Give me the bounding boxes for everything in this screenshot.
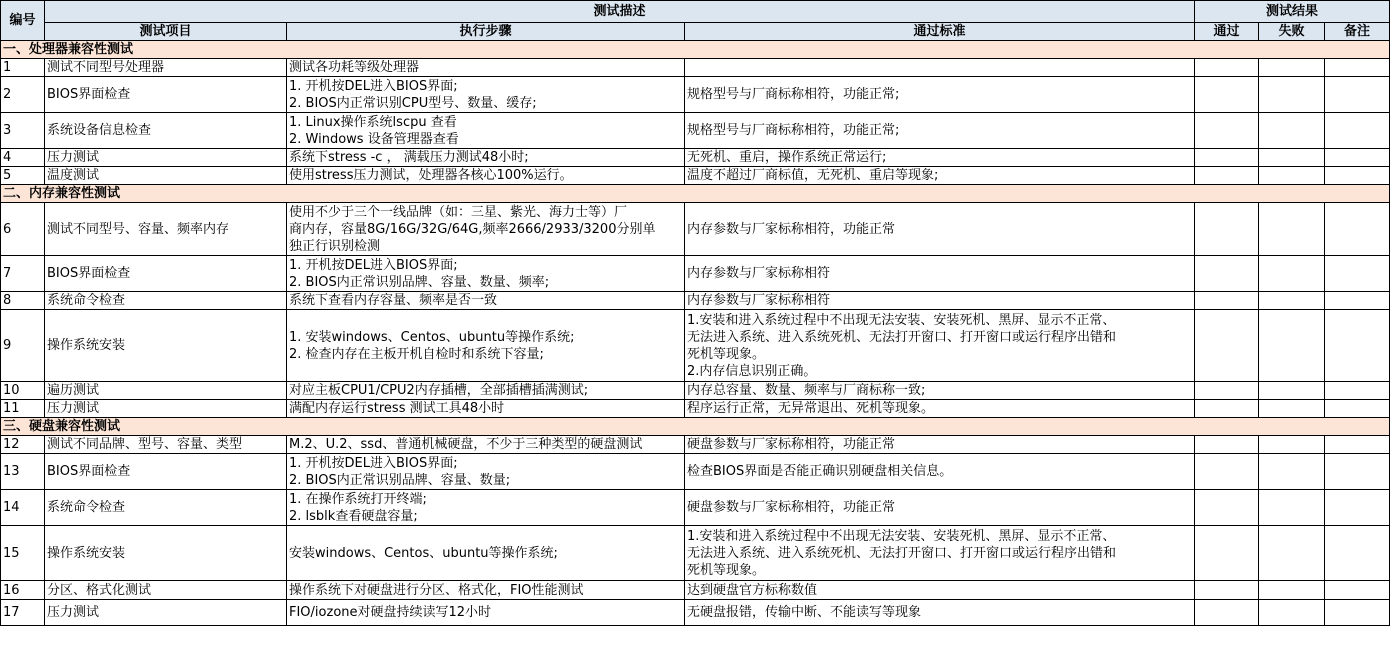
pass-cell[interactable] (1195, 167, 1259, 185)
criteria-cell: 1.安装和进入系统过程中不出现无法安装、安装死机、黑屏、显示不正常、 无法进入系统、进入系统死机、无法打开窗口、打开窗口或运行程序出错和 死机等现象。 2.内存信息识别正确。 (685, 310, 1195, 382)
note-cell[interactable] (1325, 436, 1390, 454)
criteria-cell: 检查BIOS界面是否能正确识别硬盘相关信息。 (685, 454, 1195, 490)
criteria-cell: 1.安装和进入系统过程中不出现无法安装、安装死机、黑屏、显示不正常、 无法进入系统、进入系统死机、无法打开窗口、打开窗口或运行程序出错和 死机等现象。 (685, 526, 1195, 581)
test-item-cell: 测试不同型号、容量、频率内存 (45, 203, 287, 256)
note-cell[interactable] (1325, 256, 1390, 292)
row-id-cell: 5 (1, 167, 45, 185)
pass-cell[interactable] (1195, 256, 1259, 292)
header-note: 备注 (1325, 23, 1390, 41)
fail-cell[interactable] (1259, 149, 1325, 167)
row-id-cell: 17 (1, 600, 45, 626)
fail-cell[interactable] (1259, 436, 1325, 454)
pass-cell[interactable] (1195, 400, 1259, 418)
criteria-cell: 温度不超过厂商标值，无死机、重启等现象; (685, 167, 1195, 185)
row-id-cell: 13 (1, 454, 45, 490)
test-item-cell: 压力测试 (45, 400, 287, 418)
pass-cell[interactable] (1195, 490, 1259, 526)
test-item-cell: BIOS界面检查 (45, 256, 287, 292)
fail-cell[interactable] (1259, 77, 1325, 113)
row-id-cell: 8 (1, 292, 45, 310)
row-id-cell: 6 (1, 203, 45, 256)
test-item-cell: 压力测试 (45, 600, 287, 626)
test-item-cell: 测试不同型号处理器 (45, 59, 287, 77)
table-row (1, 581, 1390, 600)
fail-cell[interactable] (1259, 581, 1325, 600)
steps-cell: FIO/iozone对硬盘持续读写12小时 (287, 600, 685, 626)
section-title: 一、处理器兼容性测试 (1, 41, 1390, 59)
row-id-cell: 7 (1, 256, 45, 292)
criteria-cell: 规格型号与厂商标称相符，功能正常; (685, 77, 1195, 113)
row-id-cell: 9 (1, 310, 45, 382)
note-cell[interactable] (1325, 167, 1390, 185)
pass-cell[interactable] (1195, 149, 1259, 167)
note-cell[interactable] (1325, 490, 1390, 526)
fail-cell[interactable] (1259, 292, 1325, 310)
header-pass: 通过 (1195, 23, 1259, 41)
table-row (1, 149, 1390, 167)
header-test-item: 测试项目 (45, 23, 287, 41)
note-cell[interactable] (1325, 203, 1390, 256)
section-title: 三、硬盘兼容性测试 (1, 418, 1390, 436)
table-row (1, 600, 1390, 626)
criteria-cell: 无硬盘报错，传输中断、不能读写等现象 (685, 600, 1195, 626)
pass-cell[interactable] (1195, 436, 1259, 454)
test-item-cell: BIOS界面检查 (45, 77, 287, 113)
table-row (1, 203, 1390, 256)
table-row (1, 400, 1390, 418)
steps-cell: 对应主板CPU1/CPU2内存插槽，全部插槽插满测试; (287, 382, 685, 400)
section-row (1, 185, 1390, 203)
note-cell[interactable] (1325, 600, 1390, 626)
test-item-cell: 系统设备信息检查 (45, 113, 287, 149)
pass-cell[interactable] (1195, 310, 1259, 382)
steps-cell: 1. 在操作系统打开终端; 2. lsblk查看硬盘容量; (287, 490, 685, 526)
table-row (1, 113, 1390, 149)
criteria-cell (685, 59, 1195, 77)
fail-cell[interactable] (1259, 400, 1325, 418)
test-item-cell: 分区、格式化测试 (45, 581, 287, 600)
pass-cell[interactable] (1195, 581, 1259, 600)
table-row (1, 256, 1390, 292)
note-cell[interactable] (1325, 59, 1390, 77)
note-cell[interactable] (1325, 77, 1390, 113)
fail-cell[interactable] (1259, 526, 1325, 581)
header-test-description: 测试描述 (45, 1, 1195, 23)
criteria-cell: 内存参数与厂家标称相符 (685, 292, 1195, 310)
steps-cell: 使用stress压力测试，处理器各核心100%运行。 (287, 167, 685, 185)
pass-cell[interactable] (1195, 454, 1259, 490)
test-item-cell: 压力测试 (45, 149, 287, 167)
test-item-cell: 系统命令检查 (45, 490, 287, 526)
criteria-cell: 内存参数与厂家标称相符，功能正常 (685, 203, 1195, 256)
table-row (1, 526, 1390, 581)
row-id-cell: 1 (1, 59, 45, 77)
fail-cell[interactable] (1259, 600, 1325, 626)
fail-cell[interactable] (1259, 203, 1325, 256)
note-cell[interactable] (1325, 382, 1390, 400)
pass-cell[interactable] (1195, 292, 1259, 310)
header-test-result: 测试结果 (1195, 1, 1390, 23)
table-row (1, 436, 1390, 454)
steps-cell: 测试各功耗等级处理器 (287, 59, 685, 77)
header-criteria: 通过标准 (685, 23, 1195, 41)
table-row (1, 490, 1390, 526)
row-id-cell: 14 (1, 490, 45, 526)
fail-cell[interactable] (1259, 256, 1325, 292)
pass-cell[interactable] (1195, 526, 1259, 581)
table-row (1, 292, 1390, 310)
test-item-cell: 操作系统安装 (45, 310, 287, 382)
section-title: 二、内存兼容性测试 (1, 185, 1390, 203)
criteria-cell: 无死机、重启，操作系统正常运行; (685, 149, 1195, 167)
test-item-cell: 遍历测试 (45, 382, 287, 400)
fail-cell[interactable] (1259, 59, 1325, 77)
table-row (1, 382, 1390, 400)
pass-cell[interactable] (1195, 113, 1259, 149)
criteria-cell: 规格型号与厂商标称相符，功能正常; (685, 113, 1195, 149)
test-item-cell: 系统命令检查 (45, 292, 287, 310)
header-id: 编号 (1, 1, 45, 41)
pass-cell[interactable] (1195, 77, 1259, 113)
section-row (1, 418, 1390, 436)
note-cell[interactable] (1325, 526, 1390, 581)
table-row (1, 454, 1390, 490)
criteria-cell: 达到硬盘官方标称数值 (685, 581, 1195, 600)
steps-cell: 使用不少于三个一线品牌（如：三星、紫光、海力士等）厂 商内存，容量8G/16G/32G/64G,频率2666/2933/3200分别单 独正行识别检测 (287, 203, 685, 256)
steps-cell: 满配内存运行stress 测试工具48小时 (287, 400, 685, 418)
table-row (1, 167, 1390, 185)
fail-cell[interactable] (1259, 167, 1325, 185)
fail-cell[interactable] (1259, 454, 1325, 490)
note-cell[interactable] (1325, 149, 1390, 167)
table-row (1, 310, 1390, 382)
criteria-cell: 程序运行正常，无异常退出、死机等现象。 (685, 400, 1195, 418)
criteria-cell: 内存参数与厂家标称相符 (685, 256, 1195, 292)
steps-cell: 1. 安装windows、Centos、ubuntu等操作系统; 2. 检查内存在主板开机自检时和系统下容量; (287, 310, 685, 382)
fail-cell[interactable] (1259, 310, 1325, 382)
test-item-cell: 操作系统安装 (45, 526, 287, 581)
row-id-cell: 16 (1, 581, 45, 600)
steps-cell: 系统下stress -c ， 满载压力测试48小时; (287, 149, 685, 167)
fail-cell[interactable] (1259, 382, 1325, 400)
row-id-cell: 2 (1, 77, 45, 113)
criteria-cell: 内存总容量、数量、频率与厂商标称一致; (685, 382, 1195, 400)
note-cell[interactable] (1325, 292, 1390, 310)
criteria-cell: 硬盘参数与厂家标称相符，功能正常 (685, 490, 1195, 526)
row-id-cell: 4 (1, 149, 45, 167)
pass-cell[interactable] (1195, 382, 1259, 400)
criteria-cell: 硬盘参数与厂家标称相符，功能正常 (685, 436, 1195, 454)
steps-cell: 系统下查看内存容量、频率是否一致 (287, 292, 685, 310)
steps-cell: 1. 开机按DEL进入BIOS界面; 2. BIOS内正常识别CPU型号、数量、缓存; (287, 77, 685, 113)
note-cell[interactable] (1325, 113, 1390, 149)
test-item-cell: BIOS界面检查 (45, 454, 287, 490)
note-cell[interactable] (1325, 581, 1390, 600)
header-fail: 失败 (1259, 23, 1325, 41)
row-id-cell: 15 (1, 526, 45, 581)
test-item-cell: 测试不同品牌、型号、容量、类型 (45, 436, 287, 454)
row-id-cell: 12 (1, 436, 45, 454)
steps-cell: 操作系统下对硬盘进行分区、格式化，FIO性能测试 (287, 581, 685, 600)
fail-cell[interactable] (1259, 113, 1325, 149)
steps-cell: 1. 开机按DEL进入BIOS界面; 2. BIOS内正常识别品牌、容量、数量、频率; (287, 256, 685, 292)
note-cell[interactable] (1325, 454, 1390, 490)
steps-cell: 安装windows、Centos、ubuntu等操作系统; (287, 526, 685, 581)
pass-cell[interactable] (1195, 600, 1259, 626)
pass-cell[interactable] (1195, 203, 1259, 256)
note-cell[interactable] (1325, 400, 1390, 418)
note-cell[interactable] (1325, 310, 1390, 382)
row-id-cell: 3 (1, 113, 45, 149)
header-steps: 执行步骤 (287, 23, 685, 41)
fail-cell[interactable] (1259, 490, 1325, 526)
row-id-cell: 10 (1, 382, 45, 400)
table-row (1, 59, 1390, 77)
test-item-cell: 温度测试 (45, 167, 287, 185)
table-row (1, 77, 1390, 113)
row-id-cell: 11 (1, 400, 45, 418)
section-row (1, 41, 1390, 59)
pass-cell[interactable] (1195, 59, 1259, 77)
steps-cell: M.2、U.2、ssd、普通机械硬盘，不少于三种类型的硬盘测试 (287, 436, 685, 454)
steps-cell: 1. 开机按DEL进入BIOS界面; 2. BIOS内正常识别品牌、容量、数量; (287, 454, 685, 490)
steps-cell: 1. Linux操作系统lscpu 查看 2. Windows 设备管理器查看 (287, 113, 685, 149)
